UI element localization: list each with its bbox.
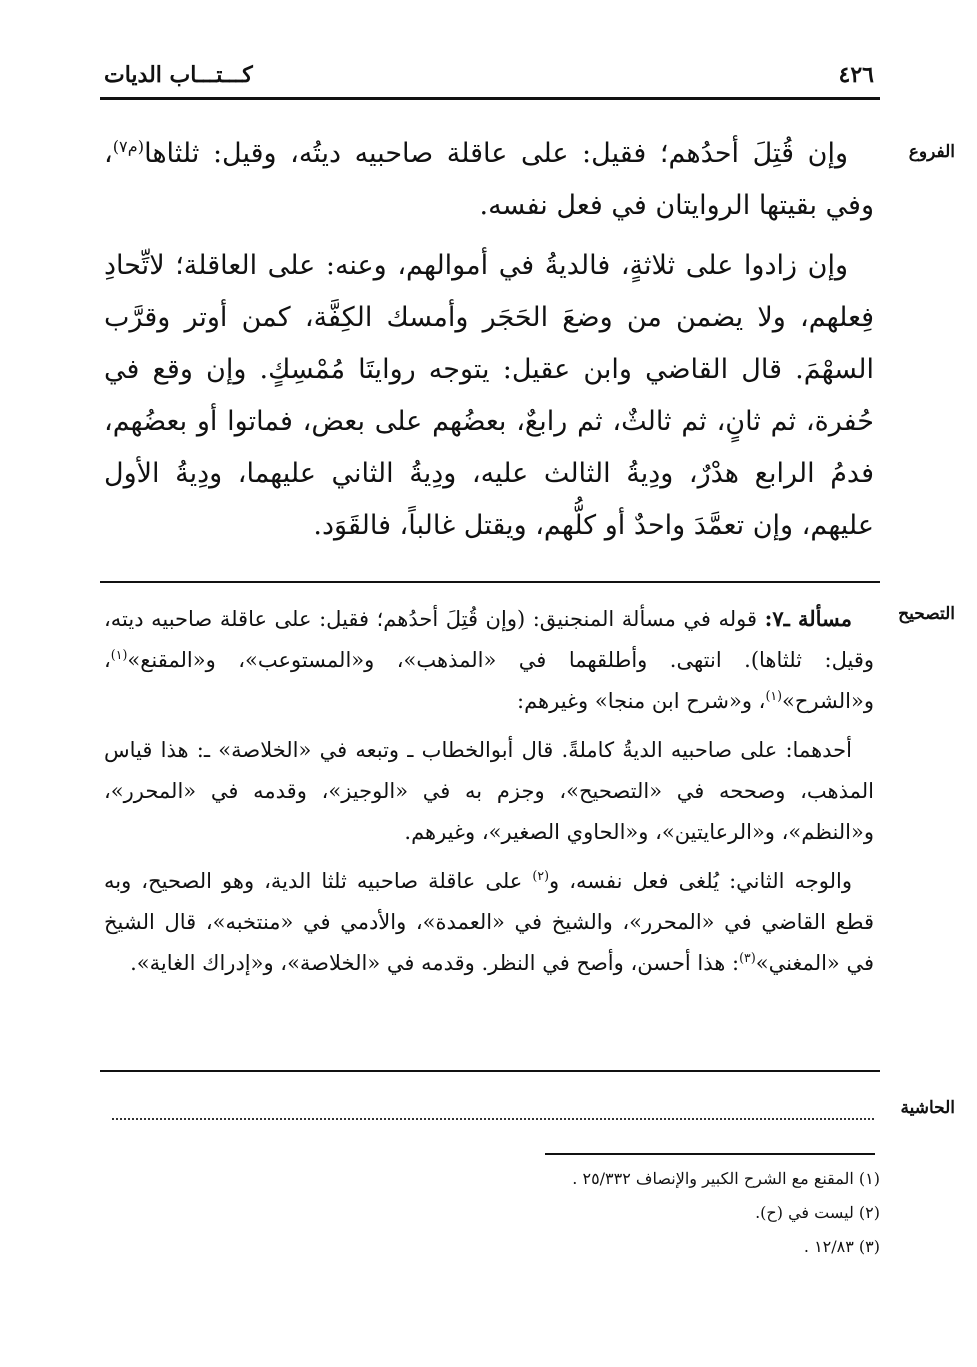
tashih-p3-b: على عاقلة صاحبيه ثلثا الدية، وهو الصحيح، وبه قطع القاضي في «المحرر»، والشيخ في «العمدة»، والأدمي في «منتخبه»، قال الشيخ في «المغني» [104,869,874,975]
tashih-p3-a: والوجه الثاني: يُلغى فعل نفسه، و [549,869,853,893]
furu-paragraph-2: وإن زادوا على ثلاثةٍ، فالديةُ في أموالهم، وعنه: على العاقلة؛ لاتِّحادِ فِعلهم، ولا يضمن من وضعَ الحَجَر وأمسك الكِفَّة، كمن أوتر وقرَّب السهْمَ. قال القاضي وابن عقيل: يتوجه روايتَا مُمْسِكٍ. وإن وقع في حُفرة، ثم ثانٍ، ثم ثالثٌ، ثم رابعٌ، بعضُهم على بعض، فماتوا أو بعضُهم، فدمُ الرابع هدْرٌ، ودِيةُ الثالث عليه، ودِيةُ الثاني عليهما، ودِيةُ الأول عليهم، وإن تعمَّدَ واحدٌ أو كلُّهم، ويقتل غالباً، فالقَوَد. [104,250,874,541]
footnote-rule [545,1153,875,1155]
tashih-p1-note-2: (١) [765,688,783,703]
hashia-dotted-line [112,1098,874,1120]
furu-label: الفروع [908,142,955,162]
hashia-label: الحاشية [900,1098,955,1118]
furu-p1-note: (م٧) [112,137,145,156]
furu-p1-text: وإن قُتِلَ أحدُهم؛ فقيل: على عاقلة صاحبيه ديتُه، وقيل: ثلثاها [144,138,848,169]
tashih-p1-c: ، و«شرح ابن منجا» وغيرهم: [517,689,766,713]
tashih-p1-a: قوله في مسألة المنجنيق: (وإن قُتِلَ أحدُهم؛ فقيل: على عاقلة صاحبيه ديته، وقيل: ثلثاها). انتهى. وأطلقهما في «المذهب»، و«المستوعب»، و«المقنع» [104,607,874,672]
footnote-2: (٢) ليست في (ح). [755,1203,880,1222]
tashih-p3-note-2: (٣) [739,950,756,965]
section-rule-2 [100,1070,880,1072]
tashih-p3-c: : هذا أحسن، وأصح في النظر. وقدمه في «الخلاصة»، و«إدراك الغاية». [130,951,740,975]
page-header [100,58,880,92]
furu-paragraph-1 [104,128,874,232]
tashih-text [104,598,874,984]
header-rule [100,97,880,100]
tashih-label: التصحيح [898,604,955,624]
page-number: ٤٢٦ [838,62,874,88]
footnote-3: (٣) ١٢/٨٣ . [803,1237,880,1256]
tashih-paragraph-2: أحدهما: على صاحبيه الديةُ كاملةً. قال أبوالخطاب ـ وتبعه في «الخلاصة» ـ: هذا قياس المذهب، وصححه في «التصحيح»، وجزم به في «الوجيز»، وقدمه في «المحرر»، و«النظم»، و«الرعايتين»، و«الحاوي الصغير»، وغيرهم. [104,738,874,844]
furu-text [104,128,874,552]
book-title: كـــتـــاب الديات [104,62,253,88]
masala-heading: مسألة ـ٧: [764,606,852,631]
footnotes [500,1162,880,1264]
tashih-p3-note-1: (٢) [532,868,549,883]
section-rule-1 [100,581,880,583]
furu-p1-tail: ، وفي بقيتها الروايتان في فعل نفسه. [104,138,874,221]
footnote-1: (١) المقنع مع الشرح الكبير والإنصاف ٢٥/٣٣٢ . [572,1169,880,1188]
tashih-p1-b: ، و«الشرح» [104,648,874,713]
tashih-p1-note-1: (١) [110,647,128,662]
tashih-paragraph-3 [104,861,874,984]
tashih-paragraph-1 [104,598,874,722]
